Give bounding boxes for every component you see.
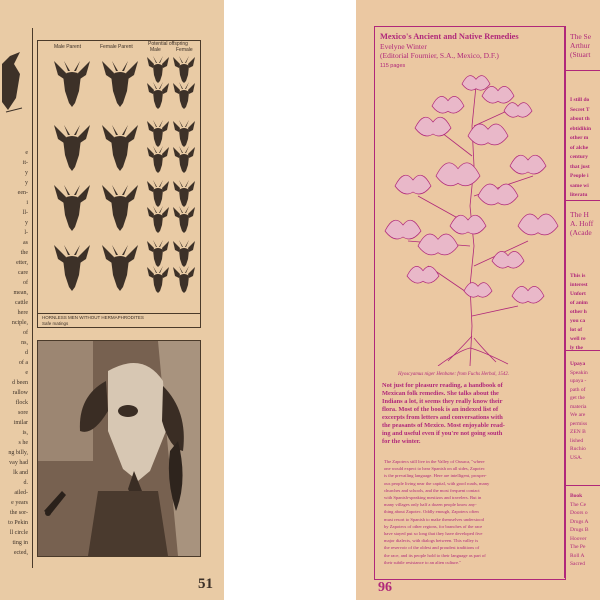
review-line: flora. Most of the book is an indexed list of (382, 406, 499, 413)
side-text-fragment: A. Hoff (570, 219, 594, 228)
offspring-female-goat (173, 120, 195, 147)
side-block-upaya (570, 360, 588, 462)
article-publisher: (Editorial Fournier, S.A., Mexico, D.F.) (380, 51, 499, 60)
text-fragment: vay had (9, 460, 28, 466)
article-title: Mexico's Ancient and Native Remedies (380, 32, 519, 41)
side-rule-1 (564, 70, 600, 71)
text-fragment: d. (23, 480, 28, 486)
side-text-fragment: Doors o (570, 510, 588, 516)
excerpt-line: must resort to Spanish to make themselves understood (384, 516, 484, 522)
excerpt-line: the reservoir of the oldest and proudest traditions of (384, 545, 480, 551)
text-fragment: s he (18, 440, 28, 446)
offspring-male-goat (147, 180, 169, 207)
side-text-fragment: Roll A (570, 552, 585, 559)
side-text-fragment: The Pe (570, 544, 586, 550)
female-parent-goat (102, 61, 138, 107)
chart-header-offspring: Potential offspring (148, 41, 188, 47)
chart-header-male: Male Parent (54, 44, 81, 50)
text-fragment: e (25, 150, 28, 156)
side-text-fragment: of alche (570, 144, 589, 151)
henbane-leaf (518, 214, 558, 235)
side-column-rule (564, 26, 565, 578)
left-page (0, 0, 224, 600)
offspring-female-goat (173, 206, 195, 233)
review-line: Indians a lot, it seems they really know their (382, 398, 503, 405)
chart-caption: HORNLESS MEN WITHOUT HERMAPHRODITES (42, 315, 144, 320)
offspring-male-goat (147, 206, 169, 233)
side-text-fragment: Secret T (570, 106, 590, 113)
chart-header-female: Female Parent (100, 44, 133, 50)
female-parent-goat (102, 185, 138, 231)
side-text-fragment: Drugs A (570, 518, 589, 525)
side-text-fragment: Ruchio (570, 446, 586, 452)
excerpt-line: by Zapotecs of other regions, for branches of the race (384, 523, 483, 529)
female-parent-goat (102, 125, 138, 171)
article-author: Evelyne Winter (380, 42, 427, 51)
side-text-fragment: materia (570, 403, 587, 410)
female-parent-goat (102, 245, 138, 291)
text-fragment: as (23, 240, 28, 246)
excerpt-line: one would expect to hear Spanish on all sides, Zapotec (384, 466, 485, 472)
text-fragment: sore (18, 410, 28, 416)
henbane-leaf (464, 283, 492, 298)
review-line: the peasants of Mexico. Most enjoyable read- (382, 422, 505, 429)
text-fragment: of (23, 280, 28, 286)
text-fragment: d (25, 350, 28, 356)
offspring-female-goat (173, 82, 195, 109)
side-text-fragment: ly the (570, 345, 583, 351)
side-text-fragment: USA. (570, 454, 583, 461)
chart-subcaption: Safe matings (42, 321, 69, 326)
text-fragment: nciple, (11, 320, 28, 326)
goat-breeding-figure (38, 41, 200, 327)
offspring-male-goat (147, 82, 169, 109)
side-block-mid-title (570, 210, 593, 237)
text-fragment: ng billy, (8, 450, 28, 456)
text-fragment: of (23, 330, 28, 336)
offspring-female-goat (173, 180, 195, 207)
text-fragment: l- (24, 230, 28, 236)
male-parent-goat (54, 125, 90, 171)
text-fragment: ected, (13, 550, 28, 556)
offspring-male-goat (147, 120, 169, 147)
excerpt-line: many villages only half a dozen people know any- (384, 502, 477, 508)
illustration-caption: Hyoscyamus niger Henbane: from Fuchs Herbal, 1542. (398, 372, 510, 377)
side-text-fragment: Hoover (570, 535, 587, 542)
henbane-leaf (415, 117, 451, 136)
side-text-fragment: Speakin (570, 369, 588, 376)
side-text-fragment: The Se (570, 32, 592, 41)
text-fragment: cattle (15, 300, 28, 306)
henbane-leaf (510, 155, 546, 174)
henbane-leaf (385, 220, 421, 239)
side-text-fragment: ZEN B (570, 429, 586, 435)
text-fragment: to Pekin (8, 520, 28, 526)
text-fragment: rallow (12, 390, 28, 396)
text-fragment: e (25, 370, 28, 376)
side-text-fragment: Unfort (570, 291, 586, 297)
goat-head-fragment (0, 52, 24, 114)
henbane-leaf (407, 266, 439, 283)
side-text-fragment: upaya - (570, 378, 587, 384)
side-text-fragment: about th (570, 116, 590, 122)
side-text-fragment: other m (570, 135, 589, 141)
review-line: Not just for pleasure reading, a handbook of (382, 382, 503, 389)
article-excerpt (384, 458, 564, 566)
side-text-fragment: lot of (570, 327, 583, 333)
side-text-fragment: interest (570, 282, 588, 288)
side-block-mid-body (570, 272, 588, 353)
side-text-fragment: Drugs B (570, 527, 589, 533)
review-line: Mexican folk remedies. She talks about the (382, 390, 499, 397)
excerpt-line: The Zapotecs still live in the Valley of Oaxaca, "where (384, 459, 485, 464)
text-fragment: y (25, 180, 28, 186)
goat-breeding-chart (37, 40, 201, 328)
side-text-fragment: ebtidikin (570, 125, 592, 132)
offspring-male-goat (147, 146, 169, 173)
excerpt-line: is the prevailing language. Here are intelligent, prosper- (384, 473, 487, 479)
henbane-leaf (504, 103, 532, 118)
side-text-fragment: People i (570, 173, 589, 179)
side-text-fragment: lished (570, 437, 584, 444)
henbane-leaf (436, 163, 480, 186)
side-text-fragment: literatu (570, 192, 588, 198)
side-text-fragment: (Acade (570, 228, 592, 237)
review-line: excerpts from letters and conversations with (382, 414, 503, 421)
offspring-male-goat (147, 56, 169, 83)
text-fragment: the sor- (9, 510, 28, 516)
side-text-fragment: Book (570, 493, 583, 499)
text-fragment: ll- (22, 210, 28, 216)
henbane-leaf (418, 234, 458, 255)
chart-header-offspring-female: Female (176, 47, 193, 53)
henbane-leaf (482, 86, 514, 103)
text-fragment: i (26, 200, 28, 206)
side-text-fragment: This is (570, 273, 586, 279)
side-text-fragment: (Stuart (570, 50, 591, 59)
offspring-female-goat (173, 266, 195, 293)
right-page-number: 96 (378, 580, 392, 595)
text-fragment: ting in (12, 540, 28, 546)
text-fragment: of a (18, 360, 28, 366)
offspring-male-goat (147, 240, 169, 267)
text-fragment: mean, (13, 290, 28, 296)
side-text-fragment: Sacred (570, 561, 585, 567)
chart-divider (38, 313, 200, 314)
text-fragment: the (20, 250, 28, 256)
male-parent-goat (54, 185, 90, 231)
side-text-fragment: We are (570, 412, 586, 418)
chart-header-offspring-male: Male (150, 47, 161, 53)
side-text-fragment: well re (570, 336, 586, 342)
text-fragment: e years (11, 500, 28, 506)
text-fragment: it- (22, 160, 28, 166)
side-text-fragment: of anim (570, 300, 588, 306)
side-text-fragment: path of (570, 386, 586, 393)
text-fragment: ns, (21, 340, 28, 346)
side-text-fragment: century (570, 154, 589, 160)
article-review (382, 382, 564, 446)
henbane-illustration (378, 66, 562, 366)
henbane-leaf (492, 251, 524, 268)
text-fragment: ailed- (14, 490, 28, 496)
text-fragment: ll circle (9, 530, 28, 536)
henbane-leaf (468, 124, 508, 145)
henbane-leaf (450, 215, 486, 234)
side-text-fragment: same wi (570, 182, 589, 189)
side-block-top (570, 32, 591, 59)
review-line: for the winter. (382, 438, 421, 445)
excerpt-line: major dialects, with dialogs between. This valley is (384, 538, 479, 544)
side-text-fragment: that just (570, 163, 590, 170)
side-text-fragment: permiss (570, 420, 588, 427)
henbane-leaf (395, 175, 431, 194)
male-parent-goat (54, 245, 90, 291)
offspring-female-goat (173, 146, 195, 173)
goat-photo (37, 340, 201, 557)
left-page-number: 51 (198, 576, 213, 592)
side-text-fragment: you ca (570, 318, 586, 324)
excerpt-line: churches and schools, and the most frequent contact (384, 487, 480, 493)
goat-photo-image (38, 341, 200, 556)
side-rule-4 (564, 485, 600, 486)
excerpt-line: with Spanish-speaking mestizos and travelers. But in (384, 495, 482, 501)
side-text-fragment: The Ce (570, 501, 587, 508)
henbane-leaf (432, 96, 464, 113)
text-fragment: here (17, 310, 28, 316)
text-fragment: een- (17, 190, 28, 196)
excerpt-line: their subtle resistance to an alien culture." (384, 559, 462, 565)
side-block-body (570, 96, 591, 201)
text-fragment: y (25, 220, 28, 226)
offspring-female-goat (173, 56, 195, 83)
side-text-fragment: other h (570, 309, 587, 315)
excerpt-line: ous people living near the capital, with good roads, many (384, 480, 490, 486)
text-fragment: flock (15, 400, 28, 406)
text-fragment: d been (12, 380, 28, 386)
column-rule (32, 28, 33, 568)
side-text-fragment: I still do (570, 97, 590, 103)
side-text-fragment: Upaya (570, 361, 586, 367)
excerpt-line: the race, and its people hold to their language as part of (384, 552, 486, 558)
henbane-leaf (478, 184, 518, 205)
henbane-leaf (512, 286, 544, 303)
text-fragment: is, (22, 430, 28, 436)
text-fragment: imilar (13, 420, 28, 426)
left-text-column (2, 148, 28, 558)
excerpt-line: have stayed put so long that they have developed five (384, 531, 483, 537)
side-text-fragment: get the (570, 395, 585, 401)
side-text-fragment: The H (570, 210, 589, 219)
article-pages: 115 pages (380, 63, 406, 69)
male-parent-goat (54, 61, 90, 107)
offspring-male-goat (147, 266, 169, 293)
side-block-books (570, 492, 589, 569)
text-fragment: lk and (13, 470, 28, 476)
side-text-fragment: Arthur (570, 41, 590, 50)
text-fragment: etter, (16, 260, 28, 266)
review-line: ing and useful even if you're not going south (382, 430, 503, 437)
text-fragment: y (25, 170, 28, 176)
right-page (356, 0, 600, 600)
excerpt-line: thing about Zapotec. Oddly enough, Zapotecs often (384, 509, 479, 515)
henbane-leaf (462, 76, 490, 91)
text-fragment: care (18, 270, 28, 276)
offspring-female-goat (173, 240, 195, 267)
